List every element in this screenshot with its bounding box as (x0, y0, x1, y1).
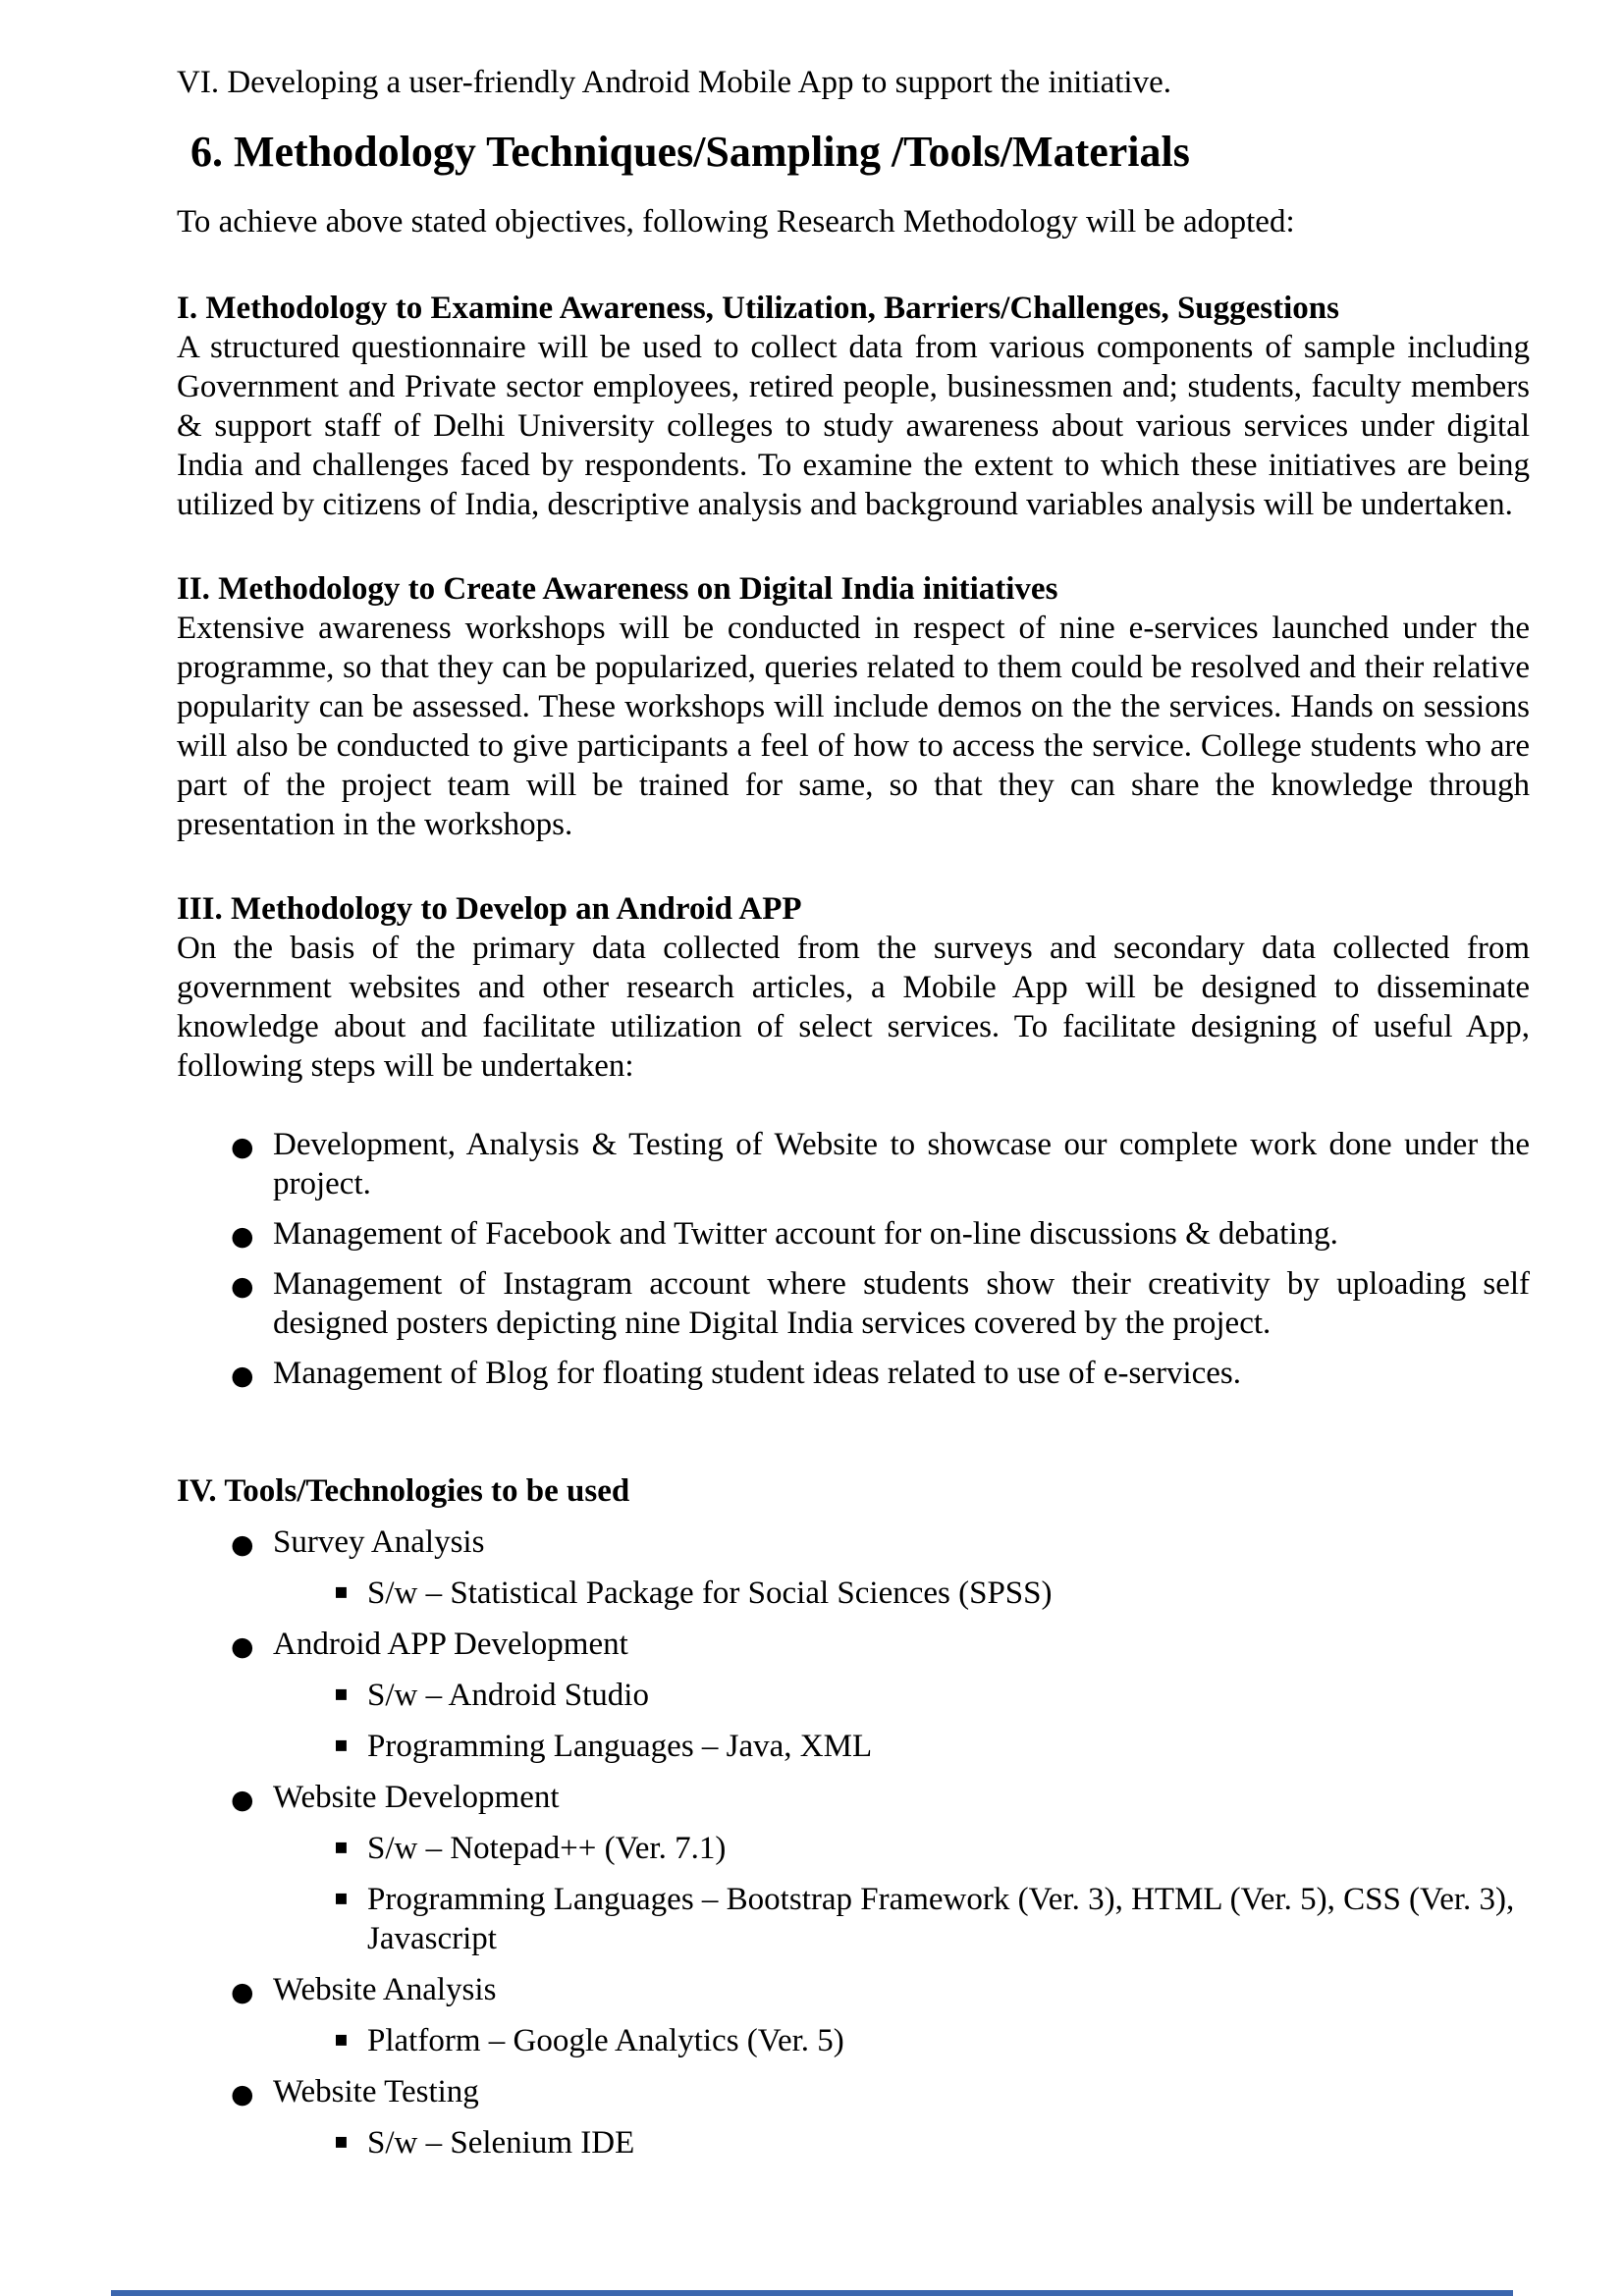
square-bullet-icon: ▪ (334, 2129, 349, 2154)
square-bullet-icon: ▪ (334, 1886, 349, 1910)
section-body: Extensive awareness workshops will be conducted in respect of nine e-services launched under the programme, so that they can be popularized, queries related to them could be resolved and their relative popularity can be assessed. These workshops will include demos on the the services. Hands on sessions will also be conducted to give participants a feel of how to access the service. College students who are part of the project team will be trained for same, so that they can share the knowledge through presentation in the workshops. (177, 611, 1530, 842)
square-bullet-icon: ▪ (334, 1579, 349, 1604)
tool-group-website-development (177, 1778, 1530, 1817)
bullet-icon: ● (231, 2079, 254, 2109)
list-item-text: Website Testing (273, 2074, 479, 2109)
section-body: A structured questionnaire will be used to collect data from various components of sample including Government and Private sector employees, retired people, businessmen and; students, faculty members & support staff of Delhi University colleges to study awareness about various services under digital India and challenges faced by respondents. To examine the extent to which these initiatives are being utilized by citizens of India, descriptive analysis and background variables analysis will be undertaken. (177, 330, 1530, 522)
bullet-icon: ● (231, 1631, 254, 1662)
sub-list-item-text: Programming Languages – Java, XML (367, 1729, 873, 1764)
section-methodology-3 (177, 889, 1530, 1393)
section-title: I. Methodology to Examine Awareness, Utilization, Barriers/Challenges, Suggestions (177, 291, 1340, 326)
square-bullet-icon: ▪ (334, 1733, 349, 1757)
bullet-icon: ● (231, 1271, 254, 1302)
sub-list-item (177, 1676, 1530, 1715)
list-item (177, 1264, 1530, 1343)
sub-list-item (177, 2123, 1530, 2163)
square-bullet-icon: ▪ (334, 2027, 349, 2052)
section-methodology-1 (177, 289, 1530, 524)
list-item-text: Management of Facebook and Twitter account for on-line discussions & debating. (273, 1216, 1338, 1252)
sub-list-item-text: S/w – Android Studio (367, 1678, 649, 1713)
lead-text: To achieve above stated objectives, following Research Methodology will be adopted: (177, 204, 1295, 240)
tool-group-website-analysis (177, 1970, 1530, 2009)
list-item (177, 1214, 1530, 1254)
section-methodology-2 (177, 569, 1530, 844)
sub-list-item-text: S/w – Selenium IDE (367, 2125, 635, 2161)
app-steps-list (177, 1125, 1530, 1393)
list-item (177, 1125, 1530, 1203)
sub-list-item-text: S/w – Notepad++ (Ver. 7.1) (367, 1831, 727, 1866)
sub-list-item (177, 1574, 1530, 1613)
sub-list-item (177, 2021, 1530, 2060)
tool-group-android-app-development (177, 1625, 1530, 1664)
bullet-icon: ● (231, 1977, 254, 2007)
list-item-text: Development, Analysis & Testing of Website to showcase our complete work done under the project. (273, 1127, 1530, 1201)
bullet-icon: ● (231, 1221, 254, 1252)
list-item-text: Management of Instagram account where students show their creativity by uploading self designed posters depicting nine Digital India services covered by the project. (273, 1266, 1530, 1341)
section-title: II. Methodology to Create Awareness on Digital India initiatives (177, 571, 1058, 607)
page-title: 6. Methodology Techniques/Sampling /Tools/Materials (190, 128, 1190, 176)
list-item-text: Website Analysis (273, 1972, 497, 2007)
list-item-text: Android APP Development (273, 1627, 628, 1662)
section-title: III. Methodology to Develop an Android APP (177, 891, 802, 927)
sub-list-item-text: Programming Languages – Bootstrap Framework (Ver. 3), HTML (Ver. 5), CSS (Ver. 3), Javascript (367, 1882, 1515, 1956)
section-tools-technologies (177, 1471, 1530, 2163)
bullet-icon: ● (231, 1361, 254, 1391)
bullet-icon: ● (231, 1132, 254, 1162)
list-item-text: Survey Analysis (273, 1524, 485, 1560)
list-item-text: Website Development (273, 1780, 560, 1815)
bottom-blue-bar (111, 2290, 1513, 2296)
sub-list-item (177, 1880, 1530, 1958)
sub-list-item (177, 1829, 1530, 1868)
tool-group-website-testing (177, 2072, 1530, 2111)
sub-list-item-text: Platform – Google Analytics (Ver. 5) (367, 2023, 844, 2058)
bullet-icon: ● (231, 1785, 254, 1815)
sub-list-item-text: S/w – Statistical Package for Social Sciences (SPSS) (367, 1575, 1053, 1611)
section-title: IV. Tools/Technologies to be used (177, 1473, 630, 1509)
square-bullet-icon: ▪ (334, 1682, 349, 1706)
sub-list-item (177, 1727, 1530, 1766)
tool-group-survey-analysis (177, 1522, 1530, 1562)
list-item (177, 1354, 1530, 1393)
tools-list (177, 1522, 1530, 2163)
section-body: On the basis of the primary data collected from the surveys and secondary data collected from government websites and other research articles, a Mobile App will be designed to disseminate knowledge about and facilitate utilization of select services. To facilitate designing of useful App, following steps will be undertaken: (177, 931, 1530, 1084)
square-bullet-icon: ▪ (334, 1835, 349, 1859)
list-item-text: Management of Blog for floating student ideas related to use of e-services. (273, 1356, 1242, 1391)
bullet-icon: ● (231, 1529, 254, 1560)
objective-line-vi: VI. Developing a user-friendly Android Mobile App to support the initiative. (177, 65, 1171, 100)
